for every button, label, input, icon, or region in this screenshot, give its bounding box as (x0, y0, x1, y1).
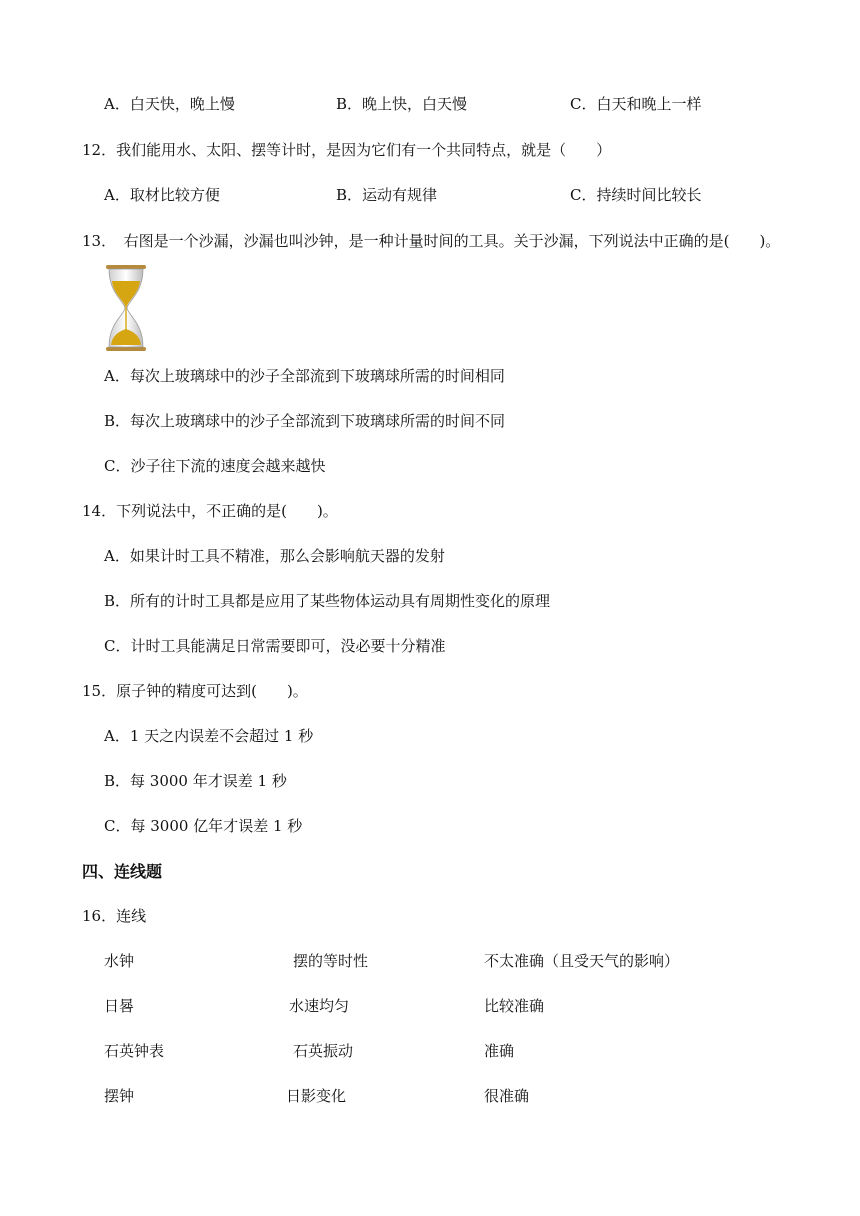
q13-option-c: C．沙子往下流的速度会越来越快 (104, 457, 326, 475)
q14-option-a: A．如果计时工具不精准，那么会影响航天器的发射 (104, 547, 445, 565)
q12-stem: 12．我们能用水、太阳、摆等计时，是因为它们有一个共同特点，就是（ ） (82, 141, 612, 159)
q14-option-c: C．计时工具能满足日常需要即可，没必要十分精准 (104, 637, 446, 655)
q13-option-a: A．每次上玻璃球中的沙子全部流到下玻璃球所需的时间相同 (104, 367, 505, 385)
q14-stem: 14．下列说法中，不正确的是( )。 (82, 502, 338, 520)
match-left-item: 日晷 (104, 997, 135, 1015)
match-middle-item: 摆的等时性 (293, 952, 369, 970)
q11-option-a: A．白天快，晚上慢 (104, 95, 235, 113)
match-right-item: 比较准确 (484, 997, 545, 1015)
match-left-item: 石英钟表 (104, 1042, 165, 1060)
match-left-item: 摆钟 (104, 1087, 135, 1105)
q15-stem: 15．原子钟的精度可达到( )。 (82, 682, 308, 700)
hourglass-icon (104, 265, 148, 351)
match-middle-item: 日影变化 (286, 1087, 347, 1105)
q13-stem: 13． 右图是一个沙漏，沙漏也叫沙钟，是一种计量时间的工具。关于沙漏，下列说法中正确的是( )。 (82, 232, 781, 250)
q11-option-b: B．晚上快，白天慢 (336, 95, 468, 113)
match-left-item: 水钟 (104, 952, 135, 970)
q15-option-b: B．每 3000 年才误差 1 秒 (104, 772, 287, 790)
q15-option-c: C．每 3000 亿年才误差 1 秒 (104, 817, 303, 835)
section-title: 四、连线题 (82, 862, 163, 881)
q14-option-b: B．所有的计时工具都是应用了某些物体运动具有周期性变化的原理 (104, 592, 551, 610)
q13-option-b: B．每次上玻璃球中的沙子全部流到下玻璃球所需的时间不同 (104, 412, 506, 430)
q12-option-c: C．持续时间比较长 (570, 186, 702, 204)
q12-option-a: A．取材比较方便 (104, 186, 220, 204)
match-right-item: 准确 (484, 1042, 515, 1060)
match-right-item: 不太准确（且受天气的影响） (484, 952, 680, 970)
q11-option-c: C．白天和晚上一样 (570, 95, 702, 113)
match-middle-item: 石英振动 (293, 1042, 354, 1060)
match-middle-item: 水速均匀 (289, 997, 350, 1015)
q12-option-b: B．运动有规律 (336, 186, 438, 204)
q15-option-a: A．1 天之内误差不会超过 1 秒 (104, 727, 314, 745)
q16-stem: 16．连线 (82, 907, 147, 925)
match-right-item: 很准确 (484, 1087, 530, 1105)
